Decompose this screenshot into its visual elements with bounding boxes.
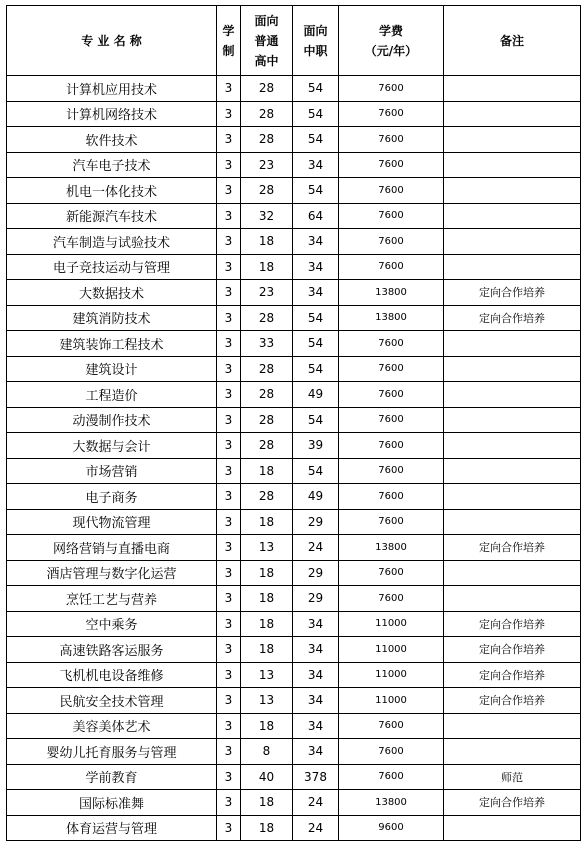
cell-major-name: 机电一体化技术 (7, 178, 217, 204)
table-row (7, 713, 581, 739)
cell-years: 3 (217, 356, 241, 382)
cell-major-name: 体育运营与管理 (7, 815, 217, 841)
cell-tuition: 7600 (339, 586, 444, 612)
cell-note: 定向合作培养 (444, 305, 581, 331)
header-note: 备注 (444, 6, 581, 76)
cell-high-school-quota: 18 (241, 815, 293, 841)
table-row (7, 229, 581, 255)
cell-high-school-quota: 28 (241, 305, 293, 331)
cell-note: 定向合作培养 (444, 637, 581, 663)
cell-tuition: 7600 (339, 433, 444, 459)
table-row (7, 305, 581, 331)
cell-major-name: 建筑消防技术 (7, 305, 217, 331)
cell-vocational-quota: 24 (293, 815, 339, 841)
cell-major-name: 汽车制造与试验技术 (7, 229, 217, 255)
cell-years: 3 (217, 637, 241, 663)
cell-years: 3 (217, 688, 241, 714)
header-high-school: 面向 普通 高中 (241, 6, 293, 76)
enrollment-table (6, 5, 581, 841)
cell-high-school-quota: 28 (241, 127, 293, 153)
table-row (7, 815, 581, 841)
cell-years: 3 (217, 331, 241, 357)
header-tuition: 学费 （元/年） (339, 6, 444, 76)
cell-years: 3 (217, 203, 241, 229)
cell-note (444, 101, 581, 127)
header-years: 学 制 (217, 6, 241, 76)
cell-tuition: 13800 (339, 305, 444, 331)
table-row (7, 535, 581, 561)
cell-vocational-quota: 29 (293, 560, 339, 586)
cell-vocational-quota: 29 (293, 586, 339, 612)
cell-vocational-quota: 378 (293, 764, 339, 790)
cell-major-name: 建筑装饰工程技术 (7, 331, 217, 357)
cell-high-school-quota: 40 (241, 764, 293, 790)
cell-high-school-quota: 18 (241, 560, 293, 586)
cell-note (444, 382, 581, 408)
cell-major-name: 软件技术 (7, 127, 217, 153)
cell-years: 3 (217, 254, 241, 280)
cell-vocational-quota: 34 (293, 713, 339, 739)
cell-high-school-quota: 33 (241, 331, 293, 357)
cell-note (444, 331, 581, 357)
cell-high-school-quota: 18 (241, 611, 293, 637)
cell-years: 3 (217, 484, 241, 510)
cell-vocational-quota: 34 (293, 662, 339, 688)
cell-major-name: 民航安全技术管理 (7, 688, 217, 714)
table-row (7, 586, 581, 612)
cell-note: 定向合作培养 (444, 662, 581, 688)
cell-vocational-quota: 54 (293, 305, 339, 331)
cell-vocational-quota: 34 (293, 611, 339, 637)
cell-vocational-quota: 54 (293, 331, 339, 357)
cell-years: 3 (217, 407, 241, 433)
cell-note: 定向合作培养 (444, 280, 581, 306)
cell-years: 3 (217, 433, 241, 459)
cell-note (444, 152, 581, 178)
table-row (7, 76, 581, 102)
cell-tuition: 7600 (339, 178, 444, 204)
cell-high-school-quota: 18 (241, 458, 293, 484)
cell-vocational-quota: 34 (293, 688, 339, 714)
cell-major-name: 网络营销与直播电商 (7, 535, 217, 561)
cell-high-school-quota: 28 (241, 356, 293, 382)
cell-high-school-quota: 18 (241, 637, 293, 663)
cell-major-name: 动漫制作技术 (7, 407, 217, 433)
table-row (7, 688, 581, 714)
table-row (7, 764, 581, 790)
cell-vocational-quota: 54 (293, 407, 339, 433)
cell-high-school-quota: 28 (241, 407, 293, 433)
cell-major-name: 电子竞技运动与管理 (7, 254, 217, 280)
cell-years: 3 (217, 458, 241, 484)
table-row (7, 101, 581, 127)
cell-years: 3 (217, 101, 241, 127)
cell-high-school-quota: 28 (241, 484, 293, 510)
cell-high-school-quota: 18 (241, 790, 293, 816)
cell-tuition: 7600 (339, 407, 444, 433)
cell-note: 定向合作培养 (444, 611, 581, 637)
cell-note: 定向合作培养 (444, 790, 581, 816)
cell-years: 3 (217, 152, 241, 178)
cell-vocational-quota: 34 (293, 229, 339, 255)
cell-note: 定向合作培养 (444, 688, 581, 714)
cell-note (444, 586, 581, 612)
cell-tuition: 7600 (339, 713, 444, 739)
cell-major-name: 汽车电子技术 (7, 152, 217, 178)
cell-note (444, 178, 581, 204)
cell-high-school-quota: 18 (241, 509, 293, 535)
cell-note (444, 254, 581, 280)
cell-years: 3 (217, 76, 241, 102)
cell-tuition: 7600 (339, 331, 444, 357)
cell-major-name: 现代物流管理 (7, 509, 217, 535)
cell-years: 3 (217, 509, 241, 535)
cell-major-name: 新能源汽车技术 (7, 203, 217, 229)
cell-note (444, 433, 581, 459)
cell-vocational-quota: 54 (293, 356, 339, 382)
cell-major-name: 计算机网络技术 (7, 101, 217, 127)
cell-major-name: 婴幼儿托育服务与管理 (7, 739, 217, 765)
table-row (7, 382, 581, 408)
cell-vocational-quota: 34 (293, 739, 339, 765)
table-row (7, 203, 581, 229)
cell-note (444, 458, 581, 484)
cell-high-school-quota: 28 (241, 433, 293, 459)
cell-major-name: 飞机机电设备维修 (7, 662, 217, 688)
cell-note (444, 713, 581, 739)
cell-high-school-quota: 18 (241, 229, 293, 255)
cell-years: 3 (217, 178, 241, 204)
cell-tuition: 9600 (339, 815, 444, 841)
cell-vocational-quota: 54 (293, 178, 339, 204)
cell-tuition: 11000 (339, 611, 444, 637)
cell-vocational-quota: 39 (293, 433, 339, 459)
table-row (7, 611, 581, 637)
cell-high-school-quota: 8 (241, 739, 293, 765)
cell-major-name: 工程造价 (7, 382, 217, 408)
cell-major-name: 烹饪工艺与营养 (7, 586, 217, 612)
cell-tuition: 7600 (339, 254, 444, 280)
table-row (7, 739, 581, 765)
cell-years: 3 (217, 586, 241, 612)
cell-years: 3 (217, 815, 241, 841)
cell-high-school-quota: 23 (241, 152, 293, 178)
table-row (7, 484, 581, 510)
cell-high-school-quota: 18 (241, 254, 293, 280)
cell-high-school-quota: 13 (241, 688, 293, 714)
cell-vocational-quota: 34 (293, 152, 339, 178)
cell-tuition: 7600 (339, 76, 444, 102)
table-row (7, 178, 581, 204)
cell-vocational-quota: 34 (293, 254, 339, 280)
cell-years: 3 (217, 764, 241, 790)
cell-years: 3 (217, 535, 241, 561)
cell-high-school-quota: 28 (241, 178, 293, 204)
cell-years: 3 (217, 739, 241, 765)
cell-tuition: 11000 (339, 637, 444, 663)
cell-vocational-quota: 54 (293, 127, 339, 153)
cell-years: 3 (217, 127, 241, 153)
table-row (7, 458, 581, 484)
header-major-name: 专 业 名 称 (7, 6, 217, 76)
cell-vocational-quota: 64 (293, 203, 339, 229)
cell-years: 3 (217, 560, 241, 586)
table-row (7, 433, 581, 459)
cell-tuition: 7600 (339, 101, 444, 127)
cell-high-school-quota: 23 (241, 280, 293, 306)
cell-vocational-quota: 49 (293, 382, 339, 408)
cell-note (444, 560, 581, 586)
cell-major-name: 大数据技术 (7, 280, 217, 306)
cell-vocational-quota: 34 (293, 280, 339, 306)
cell-tuition: 11000 (339, 688, 444, 714)
cell-years: 3 (217, 611, 241, 637)
cell-high-school-quota: 28 (241, 382, 293, 408)
cell-major-name: 建筑设计 (7, 356, 217, 382)
cell-vocational-quota: 24 (293, 535, 339, 561)
cell-high-school-quota: 13 (241, 662, 293, 688)
cell-years: 3 (217, 662, 241, 688)
cell-tuition: 7600 (339, 458, 444, 484)
cell-note (444, 203, 581, 229)
cell-major-name: 国际标准舞 (7, 790, 217, 816)
cell-major-name: 大数据与会计 (7, 433, 217, 459)
cell-note (444, 76, 581, 102)
cell-high-school-quota: 28 (241, 76, 293, 102)
cell-major-name: 空中乘务 (7, 611, 217, 637)
cell-note (444, 407, 581, 433)
cell-major-name: 酒店管理与数字化运营 (7, 560, 217, 586)
table-row (7, 509, 581, 535)
cell-years: 3 (217, 280, 241, 306)
cell-tuition: 7600 (339, 484, 444, 510)
cell-note (444, 484, 581, 510)
cell-years: 3 (217, 790, 241, 816)
cell-note (444, 739, 581, 765)
cell-note (444, 356, 581, 382)
cell-note: 定向合作培养 (444, 535, 581, 561)
table-row (7, 127, 581, 153)
cell-tuition: 13800 (339, 280, 444, 306)
header-row (7, 6, 581, 76)
cell-vocational-quota: 54 (293, 458, 339, 484)
cell-tuition: 11000 (339, 662, 444, 688)
cell-major-name: 美容美体艺术 (7, 713, 217, 739)
table-row (7, 662, 581, 688)
table-row (7, 407, 581, 433)
cell-vocational-quota: 54 (293, 76, 339, 102)
cell-tuition: 7600 (339, 127, 444, 153)
cell-major-name: 高速铁路客运服务 (7, 637, 217, 663)
cell-note (444, 509, 581, 535)
cell-tuition: 7600 (339, 152, 444, 178)
table-row (7, 152, 581, 178)
cell-note (444, 229, 581, 255)
table-row (7, 280, 581, 306)
cell-vocational-quota: 49 (293, 484, 339, 510)
table-row (7, 331, 581, 357)
cell-vocational-quota: 24 (293, 790, 339, 816)
cell-vocational-quota: 29 (293, 509, 339, 535)
cell-years: 3 (217, 229, 241, 255)
cell-major-name: 电子商务 (7, 484, 217, 510)
cell-high-school-quota: 18 (241, 586, 293, 612)
cell-years: 3 (217, 713, 241, 739)
table-row (7, 356, 581, 382)
cell-tuition: 7600 (339, 764, 444, 790)
cell-high-school-quota: 18 (241, 713, 293, 739)
cell-tuition: 13800 (339, 535, 444, 561)
cell-major-name: 计算机应用技术 (7, 76, 217, 102)
cell-note (444, 815, 581, 841)
cell-major-name: 学前教育 (7, 764, 217, 790)
cell-tuition: 7600 (339, 739, 444, 765)
header-vocational: 面向 中职 (293, 6, 339, 76)
table-row (7, 560, 581, 586)
cell-high-school-quota: 28 (241, 101, 293, 127)
cell-tuition: 7600 (339, 203, 444, 229)
cell-tuition: 7600 (339, 509, 444, 535)
cell-tuition: 7600 (339, 560, 444, 586)
cell-tuition: 7600 (339, 229, 444, 255)
table-row (7, 790, 581, 816)
cell-note (444, 127, 581, 153)
cell-years: 3 (217, 305, 241, 331)
cell-major-name: 市场营销 (7, 458, 217, 484)
cell-high-school-quota: 32 (241, 203, 293, 229)
cell-tuition: 13800 (339, 790, 444, 816)
cell-vocational-quota: 54 (293, 101, 339, 127)
table-row (7, 254, 581, 280)
cell-years: 3 (217, 382, 241, 408)
cell-note: 师范 (444, 764, 581, 790)
cell-vocational-quota: 34 (293, 637, 339, 663)
cell-high-school-quota: 13 (241, 535, 293, 561)
cell-tuition: 7600 (339, 356, 444, 382)
cell-tuition: 7600 (339, 382, 444, 408)
table-row (7, 637, 581, 663)
